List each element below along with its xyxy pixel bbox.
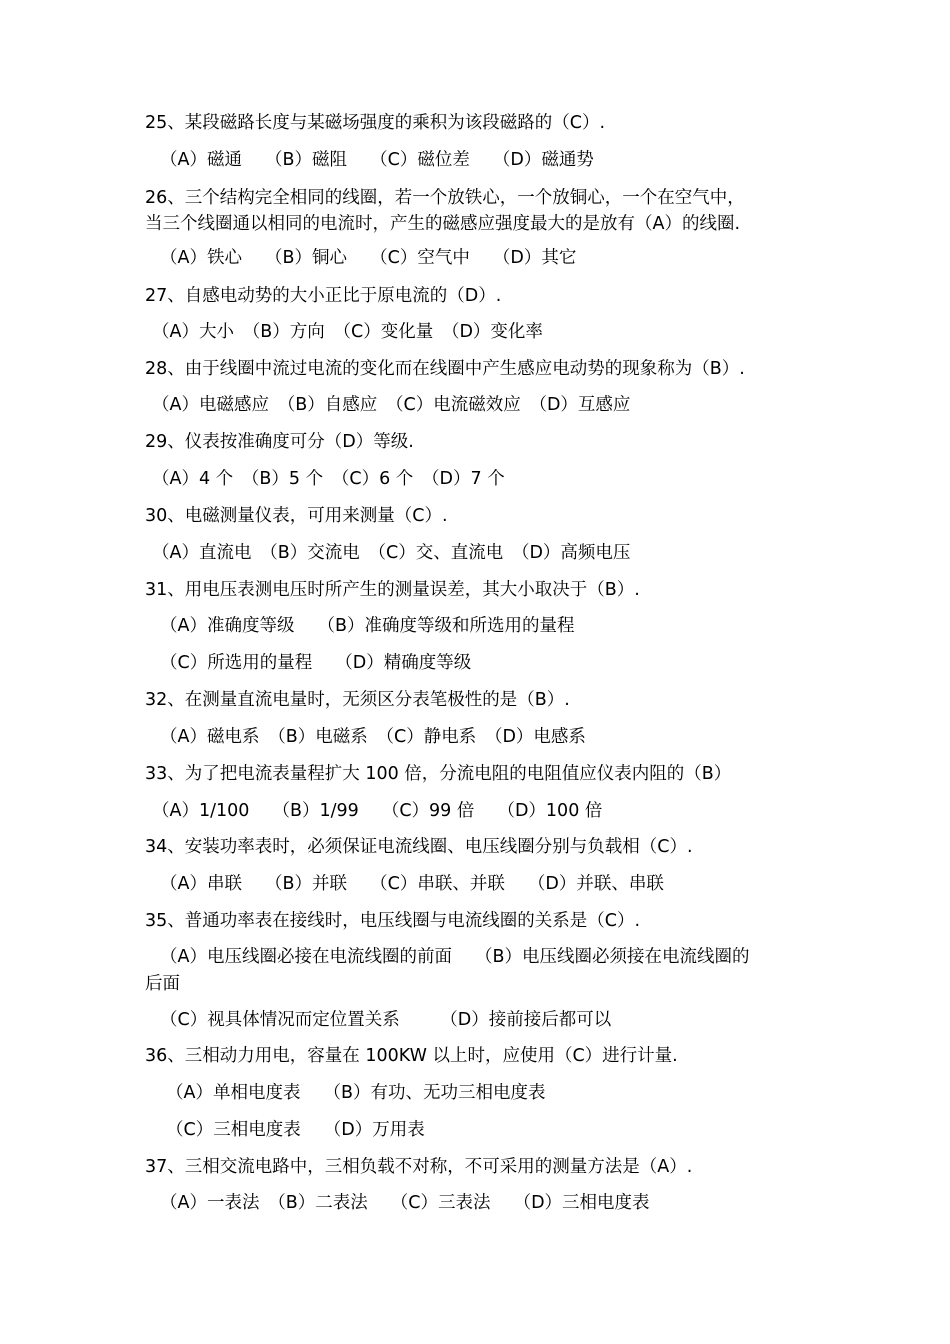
question-34-options: （A）串联 （B）并联 （C）串联、并联 （D）并联、串联 xyxy=(160,874,664,894)
question-33-stem: 33、为了把电流表量程扩大 100 倍，分流电阻的电阻值应仪表内阻的（B） xyxy=(145,764,732,784)
question-37-options: （A）一表法 （B）二表法 （C）三表法 （D）三相电度表 xyxy=(160,1193,650,1213)
question-33-options: （A）1/100 （B）1/99 （C）99 倍 （D）100 倍 xyxy=(152,801,603,821)
question-27-options: （A）大小 （B）方向 （C）变化量 （D）变化率 xyxy=(152,322,543,342)
question-25-options: （A）磁通 （B）磁阻 （C）磁位差 （D）磁通势 xyxy=(160,150,594,170)
question-35-options-line-3: （C）视具体情况而定位置关系 （D）接前接后都可以 xyxy=(160,1010,612,1030)
question-36-stem: 36、三相动力用电，容量在 100KW 以上时，应使用（C）进行计量. xyxy=(145,1046,678,1066)
question-31-stem: 31、用电压表测电压时所产生的测量误差，其大小取决于（B）. xyxy=(145,580,640,600)
question-25-stem: 25、某段磁路长度与某磁场强度的乘积为该段磁路的（C）. xyxy=(145,113,606,133)
question-29-stem: 29、仪表按准确度可分（D）等级. xyxy=(145,432,414,452)
question-37-stem: 37、三相交流电路中，三相负载不对称，不可采用的测量方法是（A）. xyxy=(145,1157,693,1177)
question-26-options: （A）铁心 （B）铜心 （C）空气中 （D）其它 xyxy=(160,248,577,268)
question-26-stem-line-1: 26、三个结构完全相同的线圈，若一个放铁心，一个放铜心，一个在空气中， xyxy=(145,188,745,208)
question-27-stem: 27、自感电动势的大小正比于原电流的（D）. xyxy=(145,286,502,306)
question-26-stem-line-2: 当三个线圈通以相同的电流时，产生的磁感应强度最大的是放有（A）的线圈. xyxy=(145,214,741,234)
question-36-options-line-2: （C）三相电度表 （D）万用表 xyxy=(166,1120,425,1140)
question-29-options: （A）4 个 （B）5 个 （C）6 个 （D）7 个 xyxy=(152,469,505,489)
question-35-stem: 35、普通功率表在接线时，电压线圈与电流线圈的关系是（C）. xyxy=(145,911,641,931)
question-34-stem: 34、安装功率表时，必须保证电流线圈、电压线圈分别与负载相（C）. xyxy=(145,837,693,857)
question-28-stem: 28、由于线圈中流过电流的变化而在线圈中产生感应电动势的现象称为（B）. xyxy=(145,359,745,379)
question-32-options: （A）磁电系 （B）电磁系 （C）静电系 （D）电感系 xyxy=(160,727,586,747)
question-31-options-line-1: （A）准确度等级 （B）准确度等级和所选用的量程 xyxy=(160,616,575,636)
question-30-stem: 30、电磁测量仪表，可用来测量（C）. xyxy=(145,506,448,526)
question-30-options: （A）直流电 （B）交流电 （C）交、直流电 （D）高频电压 xyxy=(152,543,631,563)
question-32-stem: 32、在测量直流电量时，无须区分表笔极性的是（B）. xyxy=(145,690,570,710)
question-35-options-line-2: 后面 xyxy=(145,974,180,994)
question-36-options-line-1: （A）单相电度表 （B）有功、无功三相电度表 xyxy=(166,1083,546,1103)
question-35-options-line-1: （A）电压线圈必接在电流线圈的前面 （B）电压线圈必须接在电流线圈的 xyxy=(160,947,750,967)
question-28-options: （A）电磁感应 （B）自感应 （C）电流磁效应 （D）互感应 xyxy=(152,395,631,415)
question-31-options-line-2: （C）所选用的量程 （D）精确度等级 xyxy=(160,653,472,673)
